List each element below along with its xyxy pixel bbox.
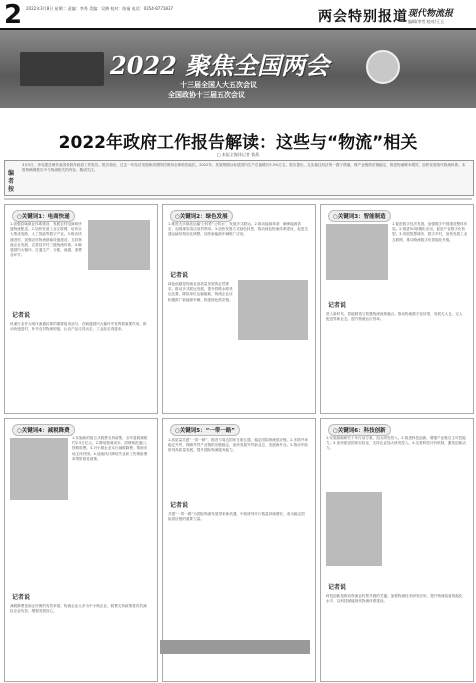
comment-label-6: 记者说: [328, 584, 347, 591]
section-image-2: [238, 280, 308, 340]
section-tag-2: ○关键词2：绿色发展: [170, 210, 233, 222]
headline: 2022年政府工作报告解读：这些与“物流”相关: [58, 133, 418, 153]
comment-text-6: 科技创新是推动物流业转型升级的关键。加强物流技术研发应用，提升物流装备智能化水平，以科技赋能现代物流体系建设。: [326, 594, 463, 604]
section-tag-3: ○关键词3：智能制造: [328, 210, 391, 222]
comment-label-5: 记者说: [170, 502, 189, 509]
gate-image: [20, 52, 104, 86]
section-text-4: 1.实施新的组合式税费支持政策，全年退税减税约2.5万亿元。2.降低物流成本，清理规范港口、铁路收费。3.对小微企业实行减税降费，帮助市场主体纾困。4.延续执行降低失业和工伤保险费率等阶段性政策。: [72, 436, 150, 461]
comment-label-4: 记者说: [12, 594, 31, 601]
newspaper-logo: 现代物流报: [408, 9, 454, 19]
comment-text-3: 进入新时代，智能制造与智慧物流深度融合。推动物流数字化转型，发展无人仓、无人配送等新业态，提升物流运行效率。: [326, 312, 463, 322]
banner-subtitle-2: 全国政协十三届五次会议: [168, 91, 245, 99]
comment-label-1: 记者说: [12, 312, 31, 319]
section-title: 两会特别报道: [318, 9, 408, 25]
section-tag-1: ○关键词1：电商快递: [12, 210, 75, 222]
page-meta: 2022年3月8日 星期二 责编：李秀 美编：吴梅 校对：陈福 电话：0354-8771837: [26, 6, 174, 11]
section-text-2: 1.推进大宗商品运输'公转铁''公转水'，发展多式联运。2.推动能源革命，确保能源供应，加强煤炭清洁高效利用。3.加快发展方式绿色转型，推动绿色物流体系建设，促进交通运输结构优化调整，加快新能源车辆推广应用。: [168, 222, 308, 237]
comment-text-5: 共建“一带一路”为国际物流发展带来新机遇，中欧班列开行数量持续增长，成为稳定国际供应链的重要力量。: [168, 512, 305, 522]
emblem-icon: [366, 50, 400, 84]
intro-label: 编者按: [8, 170, 15, 193]
section-tag-6: ○关键词6：科技创新: [328, 424, 391, 436]
intro-text: 3月5日，李克强总理代表国务院作政府工作报告。报告指出，过去一年经济发展和疫情防控保持全球领先地位。2022年，发展预期目标是国内生产总值增长5.5%左右。报告提出，扎实稳住经济的一揽子措施，保产业链供应链稳定，推进物流降本增效，加快发展现代物流体系。本报特梳理报告中与物流相关的内容，敬请关注。: [22, 163, 466, 172]
comment-label-2: 记者说: [170, 272, 189, 279]
banner-subtitle-1: 十三届全国人大五次会议: [180, 81, 257, 89]
comment-text-2: 绿色低碳是物流业高质量发展的必然要求。推动多式联运发展，提升铁路水路货运比重，降低单位运输能耗，物流企业应积极推广新能源车辆，构建绿色供应链。: [168, 282, 233, 302]
banner-title: 2022 聚焦全国两会: [110, 51, 330, 80]
section-tag-4: ○关键词4：减税降费: [12, 424, 75, 436]
section-image-4: [10, 438, 68, 500]
section-text-1: 1.加强县域商业体系建设，发展农村电商和快递物流配送。2.加快发展工业互联网，培育壮大集成电路、人工智能等数字产业。3.推动快递进村，加强农村物流基础设施建设，支持物流企业发展，完善县乡村三级物流体系。4.畅通国内大循环，打通生产、分配、流通、消费各环节。: [10, 222, 82, 258]
camel-caravan-image: [160, 640, 310, 654]
divider: [4, 198, 472, 200]
page-number: 2: [4, 0, 23, 30]
section-image-1: [88, 220, 150, 270]
comment-label-3: 记者说: [328, 302, 347, 309]
section-text-3: 1.促进数字经济发展，加强数字中国建设整体布局。2.推进5G规模化应用，促进产业数字化转型。3.发展智慧城市、数字乡村，加快发展工业互联网，推动物流数字化智能化升级。: [392, 222, 468, 242]
byline: □ 本报全媒体记者 鲁燕: [216, 152, 260, 157]
editor-line: 编辑/李雪 校对/王玉: [408, 19, 444, 24]
section-tag-5: ○关键词5：“一带一路”: [170, 424, 240, 436]
section-image-3: [326, 224, 388, 280]
section-text-6: 1.实施基础研究十年行动方案，加大研发投入。2.推进科技创新，增强产业链自主可控能力。3.加快建设国家实验室，支持企业加大研发投入。4.完善科技评价机制，激发创新活力。: [326, 436, 466, 451]
comment-text-1: 快递行业作为现代流通体系的重要组成部分，在畅通国内大循环中发挥着重要作用。推动快递进村，补齐农村物流短板，让农产品走得出去，工业品走得进来。: [10, 322, 147, 332]
comment-text-4: 减税降费是助企纾困的有效举措。物流企业大多为中小微企业，税费支持政策将有效减轻企业负担，增强发展信心。: [10, 604, 147, 614]
section-text-5: 1.高质量共建“一带一路”，推进与周边国家互联互通，稳定国际物流供应链。2.多措并举稳定外贸，保障外贸产业链供应链稳定，加快发展外贸新业态，发展海外仓。3.推动中欧班列高质量发展，提升国际物流服务能力。: [168, 438, 308, 453]
section-image-6: [326, 492, 382, 566]
